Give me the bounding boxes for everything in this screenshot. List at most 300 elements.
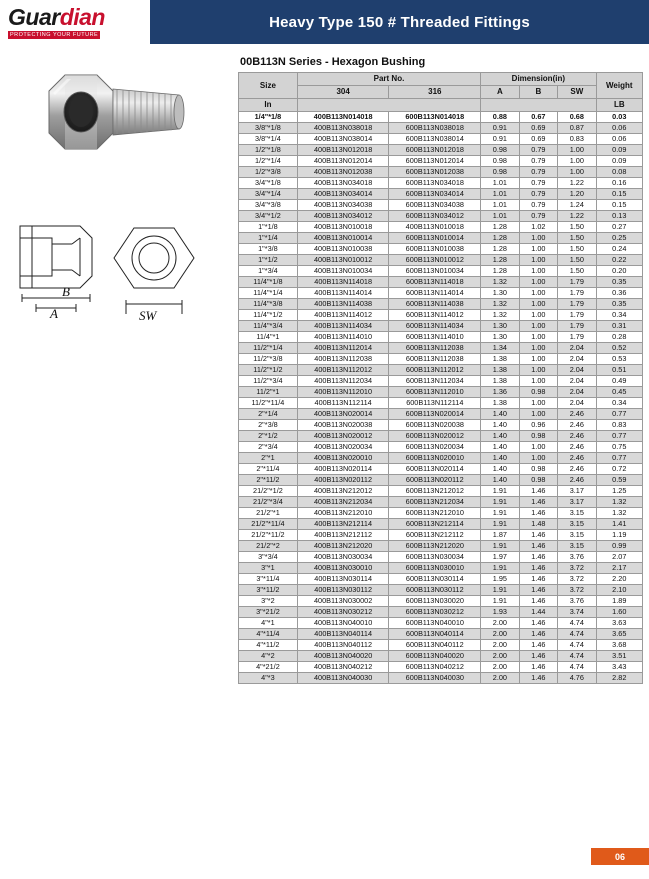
table-row <box>239 651 643 662</box>
cell-dim-b: 1.46 <box>519 486 557 497</box>
table-row <box>239 255 643 266</box>
cell-weight: 0.03 <box>596 112 642 123</box>
cell-weight: 0.25 <box>596 233 642 244</box>
table-row <box>239 552 643 563</box>
cell-dim-b: 1.46 <box>519 651 557 662</box>
cell-part-304: 400B113N114012 <box>297 310 389 321</box>
cell-part-316: 600B113N030020 <box>389 596 481 607</box>
cell-dim-b: 0.98 <box>519 464 557 475</box>
cell-weight: 0.15 <box>596 200 642 211</box>
cell-part-304: 400B113N112038 <box>297 354 389 365</box>
cell-size: 11/4"*3/8 <box>239 299 298 310</box>
cell-dim-b: 0.98 <box>519 475 557 486</box>
cell-part-316: 600B113N040010 <box>389 618 481 629</box>
cell-dim-a: 1.40 <box>481 409 519 420</box>
cell-part-316: 600B113N030112 <box>389 585 481 596</box>
cell-dim-sw: 3.72 <box>558 585 596 596</box>
cell-part-316: 600B113N020010 <box>389 453 481 464</box>
cell-dim-a: 0.98 <box>481 145 519 156</box>
th-blank-dim <box>481 99 596 112</box>
cell-part-304: 400B113N010014 <box>297 233 389 244</box>
cell-part-304: 400B113N010012 <box>297 255 389 266</box>
cell-dim-sw: 1.79 <box>558 310 596 321</box>
cell-part-304: 400B113N020014 <box>297 409 389 420</box>
cell-part-304: 400B113N030114 <box>297 574 389 585</box>
cell-part-316: 600B113N114010 <box>389 332 481 343</box>
cell-part-316: 600B113N112010 <box>389 387 481 398</box>
cell-dim-a: 1.38 <box>481 376 519 387</box>
cell-part-304: 400B113N030010 <box>297 563 389 574</box>
cell-dim-a: 1.01 <box>481 178 519 189</box>
logo-text-part2: dian <box>59 3 105 30</box>
cell-dim-b: 1.00 <box>519 266 557 277</box>
cell-dim-a: 1.91 <box>481 596 519 607</box>
cell-dim-a: 1.91 <box>481 497 519 508</box>
cell-dim-b: 1.00 <box>519 332 557 343</box>
cell-dim-b: 0.79 <box>519 200 557 211</box>
cell-size: 2"*3/4 <box>239 442 298 453</box>
cell-part-316: 600B113N010038 <box>389 244 481 255</box>
cell-part-316: 600B113N114014 <box>389 288 481 299</box>
table-row <box>239 464 643 475</box>
cell-weight: 3.43 <box>596 662 642 673</box>
table-row <box>239 563 643 574</box>
cell-size: 3"*3/4 <box>239 552 298 563</box>
cell-part-304: 400B113N030002 <box>297 596 389 607</box>
cell-weight: 0.28 <box>596 332 642 343</box>
cell-dim-sw: 1.22 <box>558 211 596 222</box>
cell-size: 21/2"*1 <box>239 508 298 519</box>
cell-dim-a: 1.93 <box>481 607 519 618</box>
cell-dim-sw: 1.00 <box>558 167 596 178</box>
cell-part-316: 600B113N112012 <box>389 365 481 376</box>
cell-size: 3/4"*3/8 <box>239 200 298 211</box>
spec-column <box>238 56 643 684</box>
cell-part-304: 400B113N012038 <box>297 167 389 178</box>
cell-weight: 0.27 <box>596 222 642 233</box>
cell-dim-b: 1.48 <box>519 519 557 530</box>
cell-dim-b: 0.79 <box>519 156 557 167</box>
table-row <box>239 376 643 387</box>
drawing-label-sw: SW <box>139 308 157 323</box>
cell-size: 1/2"*1/4 <box>239 156 298 167</box>
cell-size: 11/2"*1 <box>239 387 298 398</box>
cell-part-316: 600B113N114034 <box>389 321 481 332</box>
cell-part-316: 600B113N030034 <box>389 552 481 563</box>
table-row <box>239 244 643 255</box>
cell-part-304: 400B113N034038 <box>297 200 389 211</box>
cell-dim-sw: 3.17 <box>558 497 596 508</box>
cell-part-304: 400B113N010018 <box>297 222 389 233</box>
cell-dim-sw: 1.50 <box>558 266 596 277</box>
cell-dim-b: 1.46 <box>519 508 557 519</box>
cell-size: 1"*1/8 <box>239 222 298 233</box>
cell-dim-b: 0.98 <box>519 387 557 398</box>
cell-weight: 2.07 <box>596 552 642 563</box>
cell-part-304: 400B113N114018 <box>297 277 389 288</box>
cell-dim-b: 1.46 <box>519 585 557 596</box>
cell-size: 4"*1 <box>239 618 298 629</box>
cell-dim-a: 1.91 <box>481 508 519 519</box>
cell-part-304: 400B113N212010 <box>297 508 389 519</box>
cell-size: 21/2"*3/4 <box>239 497 298 508</box>
cell-part-304: 400B113N020038 <box>297 420 389 431</box>
cell-part-316: 600B113N010034 <box>389 266 481 277</box>
cell-dim-a: 1.40 <box>481 464 519 475</box>
cell-part-304: 400B113N020114 <box>297 464 389 475</box>
cell-dim-a: 1.40 <box>481 431 519 442</box>
cell-part-316: 600B113N212020 <box>389 541 481 552</box>
cell-dim-sw: 3.74 <box>558 607 596 618</box>
cell-part-316: 600B113N212114 <box>389 519 481 530</box>
table-row <box>239 266 643 277</box>
cell-dim-a: 1.28 <box>481 244 519 255</box>
cell-part-304: 400B113N112114 <box>297 398 389 409</box>
cell-dim-b: 0.69 <box>519 134 557 145</box>
cell-part-304: 400B113N212112 <box>297 530 389 541</box>
cell-part-304: 400B113N112014 <box>297 343 389 354</box>
specification-table <box>238 72 643 684</box>
cell-part-316: 600B113N020112 <box>389 475 481 486</box>
table-row <box>239 486 643 497</box>
cell-dim-b: 0.96 <box>519 420 557 431</box>
cell-part-316: 600B113N212112 <box>389 530 481 541</box>
cell-dim-sw: 2.04 <box>558 376 596 387</box>
cell-dim-a: 2.00 <box>481 629 519 640</box>
cell-dim-sw: 4.74 <box>558 618 596 629</box>
drawing-svg <box>6 204 232 334</box>
cell-dim-b: 1.46 <box>519 629 557 640</box>
cell-dim-a: 1.30 <box>481 288 519 299</box>
th-size: Size <box>239 73 298 99</box>
table-row <box>239 585 643 596</box>
cell-dim-b: 1.44 <box>519 607 557 618</box>
th-weight: Weight <box>596 73 642 99</box>
cell-dim-b: 1.00 <box>519 354 557 365</box>
cell-size: 3/4"*1/8 <box>239 178 298 189</box>
cell-weight: 3.68 <box>596 640 642 651</box>
cell-dim-sw: 1.79 <box>558 288 596 299</box>
cell-weight: 0.53 <box>596 354 642 365</box>
cell-weight: 0.24 <box>596 244 642 255</box>
cell-part-316: 600B113N212034 <box>389 497 481 508</box>
illustration-column <box>6 56 232 334</box>
cell-dim-a: 2.00 <box>481 651 519 662</box>
th-sub-b: B <box>519 86 557 99</box>
cell-size: 4"*11/4 <box>239 629 298 640</box>
th-sub-a: A <box>481 86 519 99</box>
cell-dim-a: 1.38 <box>481 398 519 409</box>
cell-dim-a: 1.30 <box>481 332 519 343</box>
cell-part-316: 600B113N034018 <box>389 178 481 189</box>
cell-dim-sw: 2.46 <box>558 409 596 420</box>
cell-weight: 3.65 <box>596 629 642 640</box>
cell-dim-a: 2.00 <box>481 640 519 651</box>
cell-dim-sw: 2.46 <box>558 453 596 464</box>
cell-dim-sw: 1.79 <box>558 277 596 288</box>
cell-part-316: 600B113N040114 <box>389 629 481 640</box>
cell-weight: 3.51 <box>596 651 642 662</box>
cell-part-316: 600B113N034012 <box>389 211 481 222</box>
cell-part-304: 400B113N040112 <box>297 640 389 651</box>
cell-size: 3"*1 <box>239 563 298 574</box>
th-part-no: Part No. <box>297 73 480 86</box>
cell-dim-sw: 1.50 <box>558 222 596 233</box>
cell-weight: 0.51 <box>596 365 642 376</box>
page-number-badge: 06 <box>591 848 649 865</box>
table-row <box>239 145 643 156</box>
cell-dim-b: 1.00 <box>519 343 557 354</box>
cell-dim-sw: 1.24 <box>558 200 596 211</box>
cell-dim-sw: 2.04 <box>558 398 596 409</box>
cell-dim-a: 1.91 <box>481 585 519 596</box>
cell-dim-a: 1.01 <box>481 200 519 211</box>
cell-size: 3"*11/2 <box>239 585 298 596</box>
cell-size: 3/4"*1/4 <box>239 189 298 200</box>
cell-weight: 1.41 <box>596 519 642 530</box>
table-row <box>239 365 643 376</box>
cell-weight: 0.31 <box>596 321 642 332</box>
cell-dim-sw: 3.72 <box>558 574 596 585</box>
drawing-label-a: A <box>50 306 58 321</box>
cell-weight: 1.89 <box>596 596 642 607</box>
cell-dim-sw: 2.46 <box>558 431 596 442</box>
cell-dim-b: 1.46 <box>519 673 557 684</box>
cell-part-304: 400B113N040114 <box>297 629 389 640</box>
table-row <box>239 277 643 288</box>
brand-logo <box>0 0 150 44</box>
table-row <box>239 530 643 541</box>
cell-part-304: 400B113N112034 <box>297 376 389 387</box>
cell-dim-b: 1.46 <box>519 563 557 574</box>
table-row <box>239 453 643 464</box>
cell-size: 2"*3/8 <box>239 420 298 431</box>
cell-part-316: 600B113N034014 <box>389 189 481 200</box>
cell-dim-b: 0.69 <box>519 123 557 134</box>
cell-dim-b: 1.00 <box>519 365 557 376</box>
cell-weight: 2.20 <box>596 574 642 585</box>
cell-size: 21/2"*1/2 <box>239 486 298 497</box>
table-row <box>239 387 643 398</box>
th-sub-in: In <box>239 99 298 112</box>
cell-dim-a: 0.91 <box>481 134 519 145</box>
cell-part-304: 400B113N012014 <box>297 156 389 167</box>
cell-size: 11/2"*3/4 <box>239 376 298 387</box>
cell-dim-a: 1.32 <box>481 299 519 310</box>
cell-weight: 0.52 <box>596 343 642 354</box>
table-row <box>239 332 643 343</box>
cell-part-304: 400B113N040010 <box>297 618 389 629</box>
cell-dim-sw: 0.68 <box>558 112 596 123</box>
table-row <box>239 596 643 607</box>
table-row <box>239 156 643 167</box>
cell-weight: 0.75 <box>596 442 642 453</box>
cell-dim-b: 1.00 <box>519 442 557 453</box>
cell-dim-a: 1.91 <box>481 486 519 497</box>
cell-dim-b: 1.46 <box>519 497 557 508</box>
cell-dim-a: 1.97 <box>481 552 519 563</box>
cell-part-304: 400B113N212012 <box>297 486 389 497</box>
cell-dim-sw: 1.00 <box>558 156 596 167</box>
table-row <box>239 222 643 233</box>
cell-dim-sw: 1.22 <box>558 178 596 189</box>
cell-weight: 0.16 <box>596 178 642 189</box>
cell-dim-b: 0.79 <box>519 211 557 222</box>
cell-part-304: 400B113N114014 <box>297 288 389 299</box>
table-row <box>239 409 643 420</box>
table-row <box>239 321 643 332</box>
cell-dim-sw: 4.74 <box>558 629 596 640</box>
cell-size: 21/2"*11/4 <box>239 519 298 530</box>
cell-dim-a: 0.98 <box>481 156 519 167</box>
cell-weight: 1.32 <box>596 497 642 508</box>
cell-size: 2"*11/4 <box>239 464 298 475</box>
cell-size: 11/2"*1/2 <box>239 365 298 376</box>
cell-dim-sw: 2.46 <box>558 420 596 431</box>
cell-dim-sw: 3.72 <box>558 563 596 574</box>
cell-part-316: 600B113N020014 <box>389 409 481 420</box>
product-photo <box>6 56 232 176</box>
table-row <box>239 442 643 453</box>
cell-size: 3"*21/2 <box>239 607 298 618</box>
table-row <box>239 299 643 310</box>
table-row <box>239 178 643 189</box>
cell-part-304: 400B113N014018 <box>297 112 389 123</box>
cell-dim-b: 1.46 <box>519 640 557 651</box>
th-dimension: Dimension(in) <box>481 73 596 86</box>
cell-part-304: 400B113N212034 <box>297 497 389 508</box>
cell-dim-b: 0.79 <box>519 189 557 200</box>
cell-weight: 0.49 <box>596 376 642 387</box>
table-row <box>239 475 643 486</box>
cell-dim-sw: 4.74 <box>558 640 596 651</box>
cell-dim-b: 1.46 <box>519 530 557 541</box>
cell-size: 3"*2 <box>239 596 298 607</box>
cell-dim-b: 0.67 <box>519 112 557 123</box>
cell-dim-sw: 1.00 <box>558 145 596 156</box>
cell-weight: 2.10 <box>596 585 642 596</box>
cell-part-304: 400B113N034018 <box>297 178 389 189</box>
cell-part-316: 600B113N030212 <box>389 607 481 618</box>
cell-part-304: 400B113N040020 <box>297 651 389 662</box>
cell-weight: 0.72 <box>596 464 642 475</box>
table-header-row-1 <box>239 73 643 86</box>
table-row <box>239 310 643 321</box>
th-sub-304: 304 <box>297 86 389 99</box>
cell-weight: 1.25 <box>596 486 642 497</box>
cell-weight: 0.09 <box>596 145 642 156</box>
cell-dim-a: 0.98 <box>481 167 519 178</box>
technical-drawings <box>6 204 232 334</box>
cell-part-316: 600B113N040030 <box>389 673 481 684</box>
cell-dim-a: 2.00 <box>481 618 519 629</box>
cell-dim-b: 1.00 <box>519 299 557 310</box>
table-header <box>239 73 643 112</box>
cell-weight: 0.06 <box>596 134 642 145</box>
cell-size: 11/4"*3/4 <box>239 321 298 332</box>
cell-weight: 0.99 <box>596 541 642 552</box>
cell-weight: 0.08 <box>596 167 642 178</box>
th-sub-316: 316 <box>389 86 481 99</box>
cell-dim-sw: 1.20 <box>558 189 596 200</box>
cell-dim-b: 1.00 <box>519 398 557 409</box>
cell-size: 4"*21/2 <box>239 662 298 673</box>
cell-part-316: 600B113N020114 <box>389 464 481 475</box>
cell-dim-a: 1.28 <box>481 233 519 244</box>
cell-dim-b: 1.46 <box>519 552 557 563</box>
cell-weight: 0.22 <box>596 255 642 266</box>
cell-dim-a: 1.91 <box>481 541 519 552</box>
cell-size: 4"*11/2 <box>239 640 298 651</box>
cell-dim-sw: 1.79 <box>558 299 596 310</box>
cell-dim-b: 0.79 <box>519 178 557 189</box>
cell-dim-b: 1.46 <box>519 541 557 552</box>
cell-part-304: 400B113N212114 <box>297 519 389 530</box>
table-row <box>239 607 643 618</box>
cell-size: 11/4"*1/2 <box>239 310 298 321</box>
table-row <box>239 343 643 354</box>
cell-size: 1"*1/4 <box>239 233 298 244</box>
th-blank-part <box>297 99 480 112</box>
cell-part-304: 400B113N112012 <box>297 365 389 376</box>
logo-tagline: PROTECTING YOUR FUTURE <box>10 31 99 38</box>
cell-dim-a: 1.01 <box>481 189 519 200</box>
cell-dim-a: 1.91 <box>481 563 519 574</box>
cell-dim-b: 1.00 <box>519 321 557 332</box>
cell-part-304: 400B113N030112 <box>297 585 389 596</box>
cell-part-304: 400B113N034014 <box>297 189 389 200</box>
cell-size: 3/4"*1/2 <box>239 211 298 222</box>
table-body <box>239 112 643 684</box>
cell-dim-sw: 1.79 <box>558 321 596 332</box>
cell-size: 1/4"*1/8 <box>239 112 298 123</box>
cell-dim-b: 1.46 <box>519 618 557 629</box>
cell-weight: 0.77 <box>596 431 642 442</box>
cell-part-316: 600B113N212012 <box>389 486 481 497</box>
cell-dim-sw: 3.15 <box>558 508 596 519</box>
cell-size: 1/2"*3/8 <box>239 167 298 178</box>
table-row <box>239 134 643 145</box>
cell-dim-sw: 1.79 <box>558 332 596 343</box>
cell-dim-b: 1.46 <box>519 662 557 673</box>
cell-dim-b: 1.00 <box>519 288 557 299</box>
table-row <box>239 618 643 629</box>
table-row <box>239 519 643 530</box>
cell-part-304: 400B113N114034 <box>297 321 389 332</box>
cell-part-304: 400B113N038014 <box>297 134 389 145</box>
cell-part-316: 600B113N040020 <box>389 651 481 662</box>
cell-dim-b: 0.79 <box>519 167 557 178</box>
table-row <box>239 640 643 651</box>
cell-dim-sw: 4.74 <box>558 662 596 673</box>
cell-dim-b: 1.00 <box>519 277 557 288</box>
table-row <box>239 398 643 409</box>
cell-part-304: 400B113N038018 <box>297 123 389 134</box>
table-header-row-2 <box>239 86 643 99</box>
cell-part-316: 600B113N212010 <box>389 508 481 519</box>
cell-dim-a: 1.40 <box>481 420 519 431</box>
cell-weight: 0.77 <box>596 409 642 420</box>
cell-part-316: 600B113N012014 <box>389 156 481 167</box>
cell-size: 3/8"*1/8 <box>239 123 298 134</box>
page-header <box>0 0 649 46</box>
cell-weight: 0.15 <box>596 189 642 200</box>
cell-dim-b: 1.02 <box>519 222 557 233</box>
cell-part-304: 400B113N020010 <box>297 453 389 464</box>
cell-part-304: 400B113N020012 <box>297 431 389 442</box>
series-title: 00B113N Series - Hexagon Bushing <box>240 56 426 68</box>
cell-weight: 1.19 <box>596 530 642 541</box>
